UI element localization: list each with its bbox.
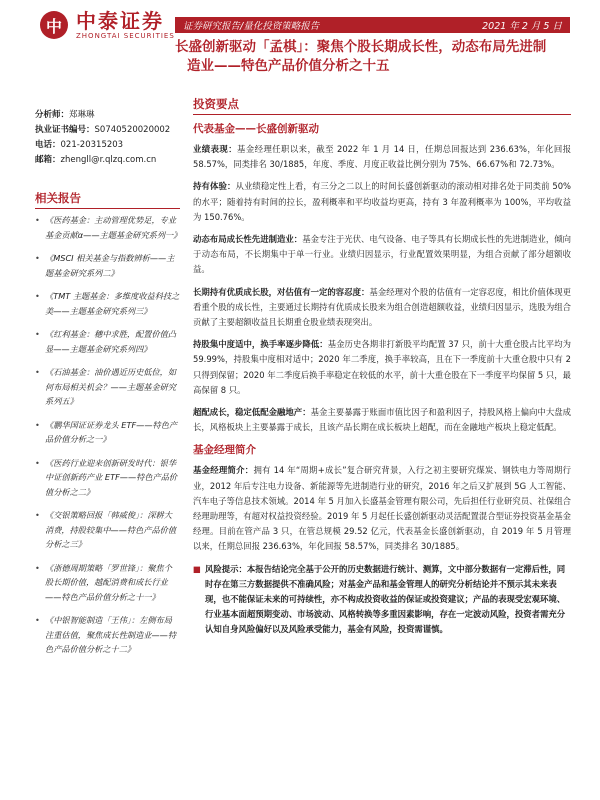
related-reports-heading: 相关报告 <box>35 190 180 209</box>
report-date: 2021 年 2 月 5 日 <box>482 21 562 32</box>
paragraph-holding-experience: 持有体验：从业绩稳定性上看，有三分之二以上的时间长盛创新驱动的滚动相对排名处于同类前 50%的水平；随着持有时间的拉长，盈利概率和平均收益均更高，持有 3 年盈利概率为 100%，平均收益为 150.76%。 <box>193 181 571 222</box>
related-report-item[interactable]: • 《红利基金：穗中求胜，配置价值凸显——主题基金研究系列四》 <box>35 327 180 356</box>
bullet-icon: • <box>35 367 40 377</box>
main-content <box>193 96 571 638</box>
related-report-item[interactable]: • 《鹏华国证证券龙头 ETF——特色产品价值分析之一》 <box>35 418 180 447</box>
risk-warning-text: 风险提示：本报告结论完全基于公开的历史数据进行统计、测算，文中部分数据有一定滞后性，同时存在第三方数据提供不准确风险；对基金产品和基金管理人的研究分析结论并不预示其未来表现，也不能保证未来的可持续性，亦不构成投资收益的保证或投资建议；产品的表现受宏观环境、行业基本面超预期变动、市场波动、风格转换等多重因素影响，存在一定波动风险，投资者需充分认知自身风险偏好以及风险承受能力，基金有风险，投资需谨慎。 <box>205 563 566 635</box>
bullet-icon: • <box>35 562 40 573</box>
paragraph-style-exposure: 超配成长，稳定低配金融地产：基金主要暴露于账面市值比因子和盈利因子，持股风格上偏向中大盘成长，风格板块上主要暴露于成长，且该产品长期在成长板块上超配，而在金融地产板块上稳定低配。 <box>193 407 571 433</box>
bullet-icon: • <box>35 419 40 430</box>
logo-icon: 中 <box>40 11 68 39</box>
paragraph-performance: 业绩表现：基金经理任职以来，截至 2022 年 1 月 14 日，任期总回报达到 236.63%，年化回报 58.57%，同类排名 30/1885，年度、季度、月度正收益比例分别为 75%、66.67%和 72.73%。 <box>193 144 571 170</box>
report-category: 证券研究报告/量化投资策略报告 <box>183 21 320 32</box>
company-logo <box>40 10 175 40</box>
paragraph-dynamic-layout: 动态布局成长性先进制造业：基金专注于光伏、电气设备、电子等具有长期成长性的先进制造业，倾向于动态布局，不长期集中于单一行业。业绩归因显示，行业配置效果明显，为组合贡献了部分超额收益。 <box>193 234 572 275</box>
paragraph-fund-manager: 基金经理简介：拥有 14 年“周期+成长”复合研究背景，入行之初主要研究煤炭、钢铁电力等周期行业，2012 年后专注电力设备、新能源等先进制造行业的研究，2016 年之后又扩展到 5G 人工智能、汽车电子等信息技术领域。2014 年 5 月加入长盛基金管理有限公司，先后担任行业研究员、社保组合经理助理等，有超对权益投资经验。2019 年 5 月起任长盛创新驱动灵活配置混合型证券投资基金基金经理。目前在管产品 3 只，在管总规模 29.52 亿元，代表基金长盛创新驱动，自 2019 年 5 月管理以来，任期总回报 236.63%，年化回报 58.57%，同类排名 30/1885。 <box>193 465 572 552</box>
analyst-row: 执业证书编号： S0740520020002 <box>35 125 171 135</box>
paragraph-long-term-holding: 长期持有优质成长股，对估值有一定的容忍度：基金经理对个股的估值有一定容忍度，相比价值体现更看重个股的成长性，主要通过长期持有优质成长股来为组合创造超额收益，业绩归因显示，选股为组合贡献了主要超额收益且长期重仓股业绩表现突出。 <box>193 286 572 328</box>
report-title-line1: 长盛创新驱动「孟棋」：聚焦个股长期成长性，动态布局先进制 <box>175 39 547 55</box>
analyst-email-link[interactable]: zhengll@r.qlzq.com.cn <box>60 155 157 165</box>
paragraph-concentration: 持股集中度适中，换手率逐步降低：基金历史各期非打新股平均配置 37 只，前十大重仓股占比平均为 59.99%，持股集中度相对适中；2020 年二季度，换手率较高，且在下一季度前十大重仓股中只有 2 只得到保留；2020 年二季度后换手率稳定在较低的水平，前十大重仓股在下一季度平均保留 5 只，最高保留 8 只。 <box>193 339 572 395</box>
related-report-item[interactable]: • 《TMT 主题基金：多维度收益科技之美——主题基金研究系列三》 <box>35 289 180 318</box>
analyst-row: 电话： 021-20315203 <box>35 140 124 150</box>
related-report-item[interactable]: • 《医药行业迎来创新研发时代：银华中证创新药产业 ETF——特色产品价值分析之二》 <box>35 456 180 500</box>
risk-warning <box>193 562 571 638</box>
report-category-bar <box>175 17 570 33</box>
related-report-item[interactable]: • 《医药基金：主动管理优势足，专业基金贡献α——主题基金研究系列一》 <box>35 213 180 242</box>
logo-name-en: ZHONGTAI SECURITIES <box>76 32 175 40</box>
fund-manager-heading: 基金经理简介 <box>193 444 256 457</box>
bullet-icon: • <box>35 253 40 263</box>
bullet-icon: • <box>35 291 40 301</box>
investment-highlights-heading: 投资要点 <box>193 96 571 115</box>
related-report-item[interactable]: • 《石油基金：油价遇近历史低位，如何布局相关机会？——主题基金研究系列五》 <box>35 365 180 409</box>
related-report-item[interactable]: • 《中银智能制造「王伟」：左侧布局注重估值，聚焦成长性制造业——特色产品价值分析之十二》 <box>35 613 180 657</box>
related-reports-list <box>35 213 180 657</box>
bullet-icon: • <box>35 510 40 520</box>
bullet-icon: • <box>35 615 40 625</box>
report-title-line2: 造业——特色产品价值分析之十五 <box>187 58 390 74</box>
logo-name-cn: 中泰证券 <box>76 9 164 33</box>
report-title <box>175 38 575 76</box>
sidebar <box>35 108 180 666</box>
related-report-item[interactable]: • 《MSCI 相关基金与指数辨析——主题基金研究系列二》 <box>35 251 180 280</box>
bullet-icon: • <box>35 329 40 339</box>
bullet-icon: • <box>35 457 40 468</box>
analyst-info <box>35 108 180 168</box>
square-bullet-icon: ■ <box>193 563 201 574</box>
analyst-row: 分析师： 郑琳琳 <box>35 110 95 120</box>
related-report-item[interactable]: • 《交银策略回报「韩威俊」：深耕大消费，持股较集中——特色产品价值分析之三》 <box>35 508 180 552</box>
analyst-row: 邮箱： zhengll@r.qlzq.com.cn <box>35 153 180 168</box>
representative-fund-heading: 代表基金——长盛创新驱动 <box>193 123 319 135</box>
bullet-icon: • <box>35 215 40 225</box>
related-report-item[interactable]: • 《浙德周期策略「罗世锋」：聚焦个股长期价值，越配消费和成长行业——特色产品价值分析之十一》 <box>35 561 180 605</box>
